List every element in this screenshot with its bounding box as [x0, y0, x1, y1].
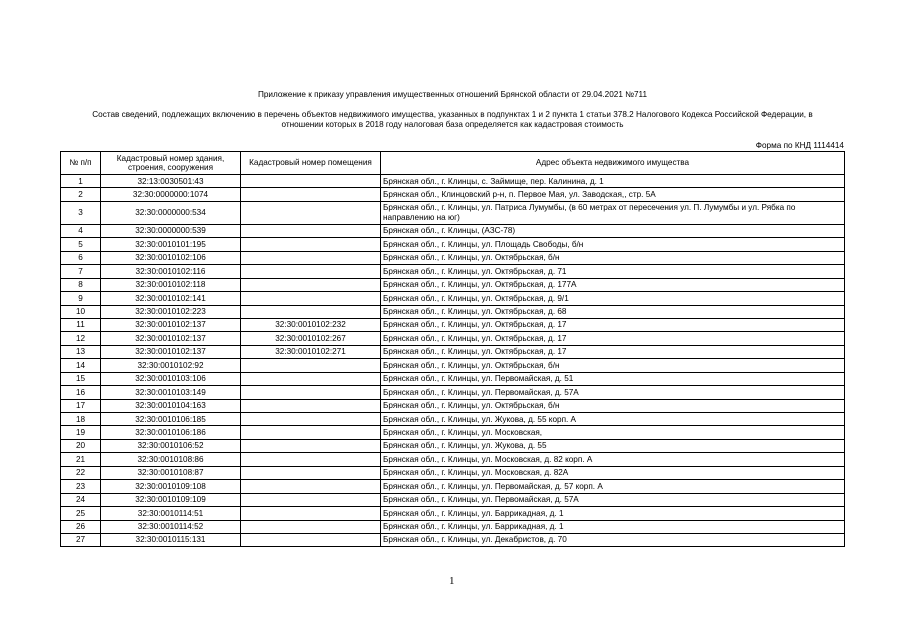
property-address: Брянская обл., г. Клинцы, ул. Октябрьская, д. 9/1 [381, 292, 845, 305]
table-row [61, 399, 845, 412]
table-row [61, 188, 845, 201]
building-cadastral-number: 32:30:0010106:185 [101, 413, 241, 426]
premises-cadastral-number [241, 453, 381, 466]
property-address: Брянская обл., г. Клинцы, ул. Площадь Свободы, б/н [381, 238, 845, 251]
table-row [61, 386, 845, 399]
row-number: 9 [61, 292, 101, 305]
row-number: 17 [61, 399, 101, 412]
table-row [61, 224, 845, 237]
property-address: Брянская обл., г. Клинцы, ул. Первомайская, д. 57А [381, 386, 845, 399]
table-row [61, 439, 845, 452]
table-row [61, 507, 845, 520]
header-address: Адрес объекта недвижимого имущества [381, 152, 845, 175]
table-row [61, 251, 845, 264]
property-address: Брянская обл., г. Клинцы, ул. Октябрьская, д. 71 [381, 265, 845, 278]
property-address: Брянская обл., г. Клинцы, ул. Патриса Лумумбы, (в 60 метрах от пересечения ул. П. Лумумбы и ул. Рябка по направлению на юг) [381, 201, 845, 224]
header-premises: Кадастровый номер помещения [241, 152, 381, 175]
building-cadastral-number: 32:30:0010102:118 [101, 278, 241, 291]
premises-cadastral-number [241, 439, 381, 452]
header-num: № п/п [61, 152, 101, 175]
premises-cadastral-number [241, 372, 381, 385]
building-cadastral-number: 32:30:0010108:87 [101, 466, 241, 479]
intro-line-2: отношении которых в 2018 году налоговая база определяется как кадастровая стоимость [281, 120, 624, 129]
premises-cadastral-number [241, 305, 381, 318]
row-number: 10 [61, 305, 101, 318]
building-cadastral-number: 32:30:0010102:223 [101, 305, 241, 318]
premises-cadastral-number [241, 224, 381, 237]
building-cadastral-number: 32:30:0000000:539 [101, 224, 241, 237]
property-address: Брянская обл., г. Клинцы, ул. Октябрьская, д. 17 [381, 332, 845, 345]
premises-cadastral-number [241, 386, 381, 399]
table-row [61, 175, 845, 188]
premises-cadastral-number [241, 188, 381, 201]
row-number: 11 [61, 318, 101, 331]
row-number: 3 [61, 201, 101, 224]
property-address: Брянская обл., г. Клинцы, ул. Октябрьская, д. 17 [381, 318, 845, 331]
premises-cadastral-number [241, 413, 381, 426]
building-cadastral-number: 32:30:0010108:86 [101, 453, 241, 466]
table-row [61, 480, 845, 493]
property-address: Брянская обл., г. Клинцы, (АЗС-78) [381, 224, 845, 237]
table-row [61, 372, 845, 385]
property-address: Брянская обл., г. Клинцы, ул. Московская, [381, 426, 845, 439]
page-number: 1 [449, 575, 455, 587]
property-address: Брянская обл., г. Клинцы, ул. Московская, д. 82А [381, 466, 845, 479]
row-number: 16 [61, 386, 101, 399]
premises-cadastral-number [241, 533, 381, 546]
property-address: Брянская обл., г. Клинцы, ул. Жукова, д. 55 [381, 439, 845, 452]
table-row [61, 413, 845, 426]
building-cadastral-number: 32:30:0010102:137 [101, 332, 241, 345]
row-number: 23 [61, 480, 101, 493]
property-table [60, 151, 845, 547]
building-cadastral-number: 32:30:0010115:131 [101, 533, 241, 546]
premises-cadastral-number [241, 399, 381, 412]
premises-cadastral-number: 32:30:0010102:232 [241, 318, 381, 331]
property-address: Брянская обл., г. Клинцы, ул. Октябрьская, д. 68 [381, 305, 845, 318]
building-cadastral-number: 32:30:0010102:137 [101, 318, 241, 331]
premises-cadastral-number [241, 520, 381, 533]
building-cadastral-number: 32:30:0010109:109 [101, 493, 241, 506]
premises-cadastral-number [241, 175, 381, 188]
table-row [61, 318, 845, 331]
row-number: 1 [61, 175, 101, 188]
property-address: Брянская обл., г. Клинцы, ул. Первомайская, д. 51 [381, 372, 845, 385]
premises-cadastral-number [241, 466, 381, 479]
header-building: Кадастровый номер здания, строения, сооружения [101, 152, 241, 175]
form-code: Форма по КНД 1114414 [755, 141, 844, 150]
property-address: Брянская обл., г. Клинцы, ул. Баррикадная, д. 1 [381, 520, 845, 533]
row-number: 7 [61, 265, 101, 278]
row-number: 14 [61, 359, 101, 372]
premises-cadastral-number: 32:30:0010102:267 [241, 332, 381, 345]
row-number: 12 [61, 332, 101, 345]
property-address: Брянская обл., Клинцовский р-н, п. Первое Мая, ул. Заводская,, стр. 5А [381, 188, 845, 201]
table-row [61, 345, 845, 358]
property-address: Брянская обл., г. Клинцы, ул. Декабристов, д. 70 [381, 533, 845, 546]
property-address: Брянская обл., г. Клинцы, ул. Октябрьская, б/н [381, 251, 845, 264]
building-cadastral-number: 32:30:0010102:92 [101, 359, 241, 372]
row-number: 27 [61, 533, 101, 546]
building-cadastral-number: 32:30:0000000:534 [101, 201, 241, 224]
building-cadastral-number: 32:30:0010109:108 [101, 480, 241, 493]
table-row [61, 453, 845, 466]
property-address: Брянская обл., г. Клинцы, ул. Первомайская, д. 57 корп. А [381, 480, 845, 493]
property-address: Брянская обл., г. Клинцы, с. Займище, пер. Калинина, д. 1 [381, 175, 845, 188]
row-number: 26 [61, 520, 101, 533]
building-cadastral-number: 32:30:0010102:141 [101, 292, 241, 305]
row-number: 21 [61, 453, 101, 466]
table-row [61, 265, 845, 278]
row-number: 6 [61, 251, 101, 264]
building-cadastral-number: 32:13:0030501:43 [101, 175, 241, 188]
row-number: 18 [61, 413, 101, 426]
document-title: Приложение к приказу управления имущественных отношений Брянской области от 29.04.2021 №711 [257, 90, 648, 99]
building-cadastral-number: 32:30:0010103:106 [101, 372, 241, 385]
property-address: Брянская обл., г. Клинцы, ул. Октябрьская, д. 177А [381, 278, 845, 291]
premises-cadastral-number: 32:30:0010102:271 [241, 345, 381, 358]
premises-cadastral-number [241, 359, 381, 372]
building-cadastral-number: 32:30:0010104:163 [101, 399, 241, 412]
table-header-row [61, 152, 845, 175]
table-row [61, 493, 845, 506]
row-number: 24 [61, 493, 101, 506]
table-row [61, 332, 845, 345]
building-cadastral-number: 32:30:0010102:106 [101, 251, 241, 264]
premises-cadastral-number [241, 493, 381, 506]
building-cadastral-number: 32:30:0010102:116 [101, 265, 241, 278]
property-address: Брянская обл., г. Клинцы, ул. Октябрьская, б/н [381, 399, 845, 412]
table-row [61, 359, 845, 372]
property-address: Брянская обл., г. Клинцы, ул. Баррикадная, д. 1 [381, 507, 845, 520]
premises-cadastral-number [241, 265, 381, 278]
building-cadastral-number: 32:30:0010102:137 [101, 345, 241, 358]
table-row [61, 201, 845, 224]
premises-cadastral-number [241, 238, 381, 251]
row-number: 19 [61, 426, 101, 439]
row-number: 2 [61, 188, 101, 201]
premises-cadastral-number [241, 251, 381, 264]
building-cadastral-number: 32:30:0000000:1074 [101, 188, 241, 201]
premises-cadastral-number [241, 480, 381, 493]
row-number: 15 [61, 372, 101, 385]
table-row [61, 238, 845, 251]
row-number: 4 [61, 224, 101, 237]
property-address: Брянская обл., г. Клинцы, ул. Московская, д. 82 корп. А [381, 453, 845, 466]
building-cadastral-number: 32:30:0010101:195 [101, 238, 241, 251]
building-cadastral-number: 32:30:0010103:149 [101, 386, 241, 399]
premises-cadastral-number [241, 507, 381, 520]
building-cadastral-number: 32:30:0010106:52 [101, 439, 241, 452]
premises-cadastral-number [241, 426, 381, 439]
table-row [61, 533, 845, 546]
table-body [61, 175, 845, 547]
row-number: 8 [61, 278, 101, 291]
premises-cadastral-number [241, 201, 381, 224]
table-row [61, 292, 845, 305]
row-number: 22 [61, 466, 101, 479]
property-address: Брянская обл., г. Клинцы, ул. Жукова, д. 55 корп. А [381, 413, 845, 426]
building-cadastral-number: 32:30:0010106:186 [101, 426, 241, 439]
row-number: 13 [61, 345, 101, 358]
document-intro [60, 110, 845, 130]
intro-line-1: Состав сведений, подлежащих включению в перечень объектов недвижимого имущества, указанных в подпунктах 1 и 2 пункта 1 статьи 378.2 Налогового Кодекса Российской Федерации, в [92, 110, 813, 119]
row-number: 25 [61, 507, 101, 520]
row-number: 20 [61, 439, 101, 452]
premises-cadastral-number [241, 292, 381, 305]
table-row [61, 520, 845, 533]
property-address: Брянская обл., г. Клинцы, ул. Октябрьская, д. 17 [381, 345, 845, 358]
row-number: 5 [61, 238, 101, 251]
property-address: Брянская обл., г. Клинцы, ул. Октябрьская, б/н [381, 359, 845, 372]
building-cadastral-number: 32:30:0010114:52 [101, 520, 241, 533]
table-row [61, 278, 845, 291]
building-cadastral-number: 32:30:0010114:51 [101, 507, 241, 520]
property-address: Брянская обл., г. Клинцы, ул. Первомайская, д. 57А [381, 493, 845, 506]
table-row [61, 426, 845, 439]
table-row [61, 305, 845, 318]
premises-cadastral-number [241, 278, 381, 291]
table-row [61, 466, 845, 479]
